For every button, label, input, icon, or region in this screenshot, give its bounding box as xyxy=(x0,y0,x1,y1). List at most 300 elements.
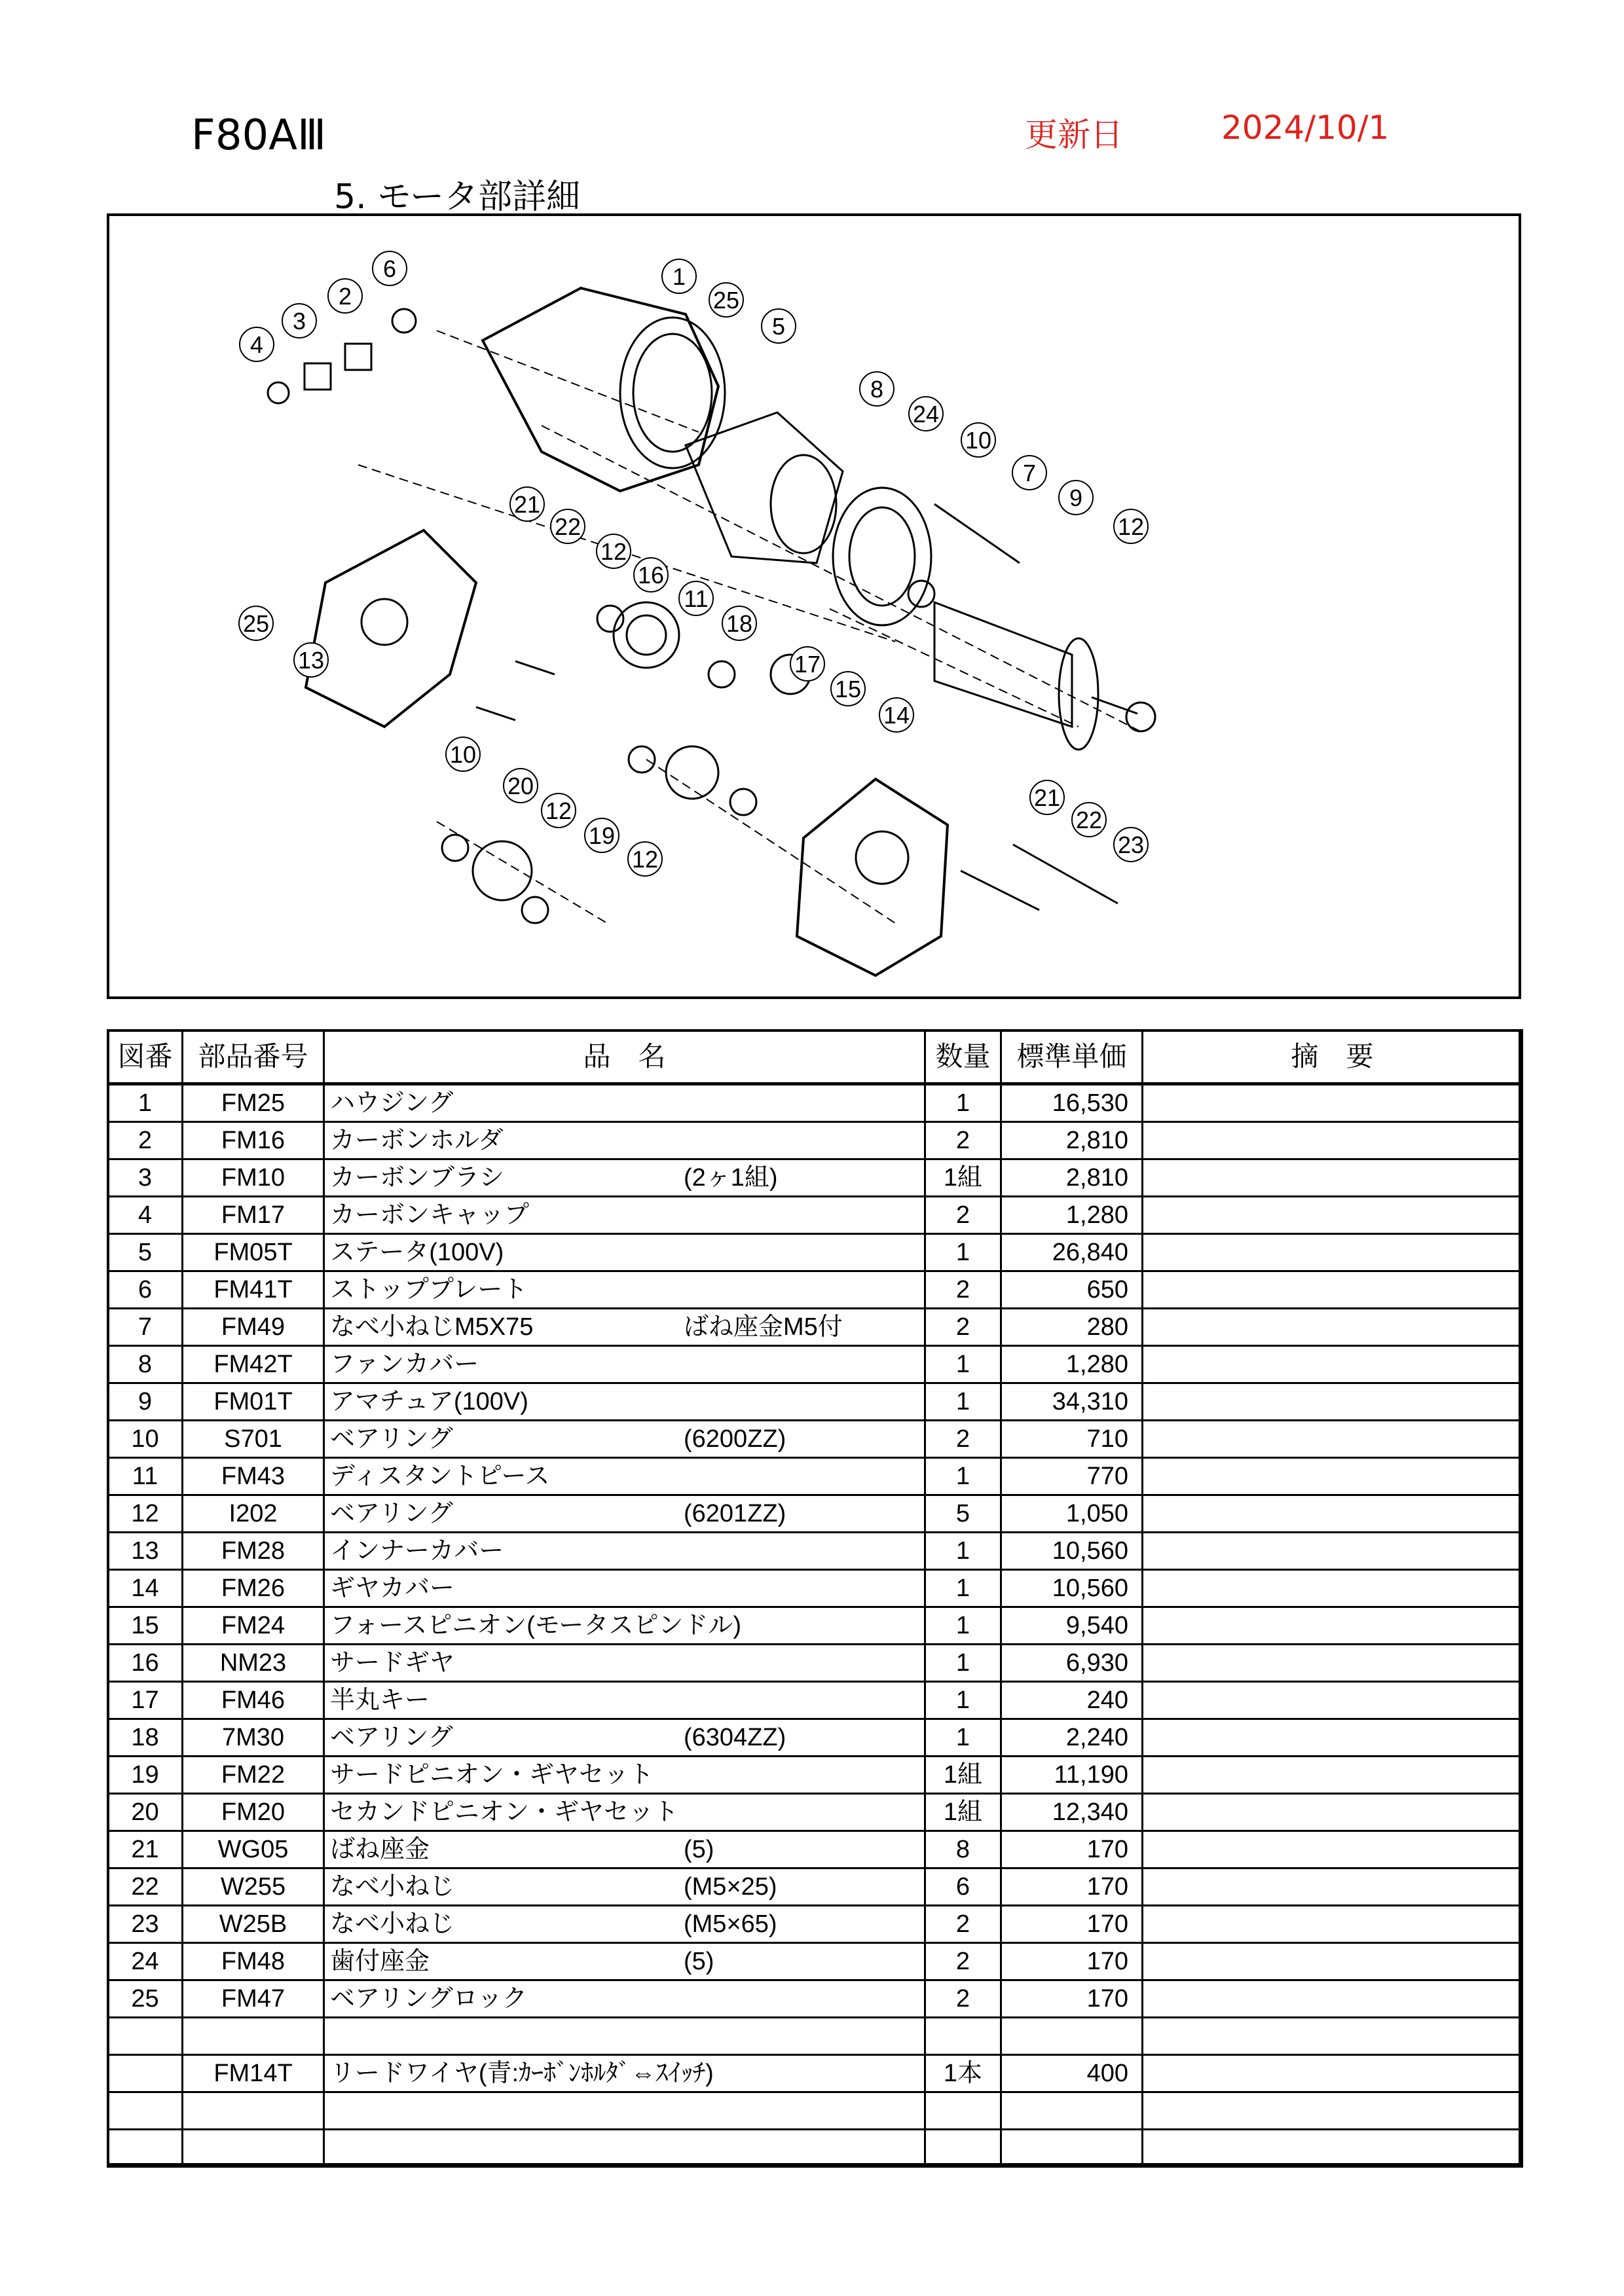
cell-name xyxy=(324,1421,925,1458)
svg-text:4: 4 xyxy=(249,331,264,358)
cell-name xyxy=(324,1383,925,1421)
cell-price: 170 xyxy=(1001,1868,1143,1906)
cell-note xyxy=(1143,1495,1522,1533)
cell-no: 7 xyxy=(108,1309,183,1346)
callout-8 xyxy=(860,372,894,406)
cell-note xyxy=(1143,1458,1522,1495)
svg-text:2: 2 xyxy=(338,283,352,310)
cell-part xyxy=(183,2018,324,2055)
table-row xyxy=(108,2018,1522,2055)
exploded-diagram xyxy=(107,213,1521,999)
cell-qty: 1組 xyxy=(925,1159,1001,1197)
table-row xyxy=(108,1383,1522,1421)
table-row xyxy=(108,1794,1522,1831)
cell-price: 2,810 xyxy=(1001,1122,1143,1159)
cell-note xyxy=(1143,1943,1522,1980)
cell-part: FM20 xyxy=(183,1794,324,1831)
callout-24 xyxy=(909,397,943,431)
part-name: ベアリングロック xyxy=(330,1985,527,2013)
cell-no: 13 xyxy=(108,1533,183,1570)
cell-no xyxy=(108,2018,183,2055)
svg-text:22: 22 xyxy=(554,513,581,540)
callout-11 xyxy=(679,581,713,615)
cell-note xyxy=(1143,1607,1522,1645)
cell-price: 34,310 xyxy=(1001,1383,1143,1421)
cell-qty xyxy=(925,2018,1001,2055)
svg-text:25: 25 xyxy=(712,287,740,314)
cell-qty: 1本 xyxy=(925,2055,1001,2092)
cell-note xyxy=(1143,1122,1522,1159)
cell-part: FM05T xyxy=(183,1234,324,1271)
cell-part: FM43 xyxy=(183,1458,324,1495)
cell-qty: 2 xyxy=(925,1943,1001,1980)
cell-qty: 2 xyxy=(925,1309,1001,1346)
cell-name xyxy=(324,1980,925,2018)
cell-part: NM23 xyxy=(183,1645,324,1682)
svg-text:16: 16 xyxy=(637,562,665,589)
callout-12b xyxy=(597,534,631,568)
cell-no: 14 xyxy=(108,1570,183,1607)
table-row xyxy=(108,1234,1522,1271)
svg-text:21: 21 xyxy=(513,491,541,518)
table-row xyxy=(108,1607,1522,1645)
svg-text:11: 11 xyxy=(684,585,709,612)
part-spec: (M5×65) xyxy=(684,1910,777,1938)
cell-note xyxy=(1143,1831,1522,1868)
cell-name xyxy=(324,1719,925,1757)
callout-16 xyxy=(634,558,668,592)
part-spec: (5) xyxy=(684,1948,714,1975)
cell-no: 24 xyxy=(108,1943,183,1980)
table-header-row xyxy=(108,1030,1522,1084)
parts-table xyxy=(107,1029,1523,2168)
cell-no: 20 xyxy=(108,1794,183,1831)
part-spec: (6200ZZ) xyxy=(684,1425,786,1453)
cell-qty: 1 xyxy=(925,1682,1001,1719)
cell-note xyxy=(1143,1757,1522,1794)
cell-qty: 2 xyxy=(925,1271,1001,1309)
cell-note xyxy=(1143,2130,1522,2167)
cell-part: FM49 xyxy=(183,1309,324,1346)
part-name: ベアリング xyxy=(330,1500,453,1527)
cell-no: 21 xyxy=(108,1831,183,1868)
table-row xyxy=(108,1197,1522,1234)
cell-qty: 2 xyxy=(925,1197,1001,1234)
cell-no: 2 xyxy=(108,1122,183,1159)
callout-22b xyxy=(1072,803,1106,837)
cell-qty: 2 xyxy=(925,1906,1001,1943)
callout-12c xyxy=(542,793,576,828)
cell-price: 170 xyxy=(1001,1906,1143,1943)
cell-part: S701 xyxy=(183,1421,324,1458)
cell-qty: 1 xyxy=(925,1234,1001,1271)
part-name: ベアリング xyxy=(330,1724,453,1751)
callout-21a xyxy=(510,487,544,521)
svg-text:17: 17 xyxy=(794,651,821,678)
cell-note xyxy=(1143,1421,1522,1458)
section-title: 5. モータ部詳細 xyxy=(334,177,581,217)
cell-name xyxy=(324,1831,925,1868)
callout-20 xyxy=(504,769,538,803)
cell-no: 5 xyxy=(108,1234,183,1271)
cell-no xyxy=(108,2092,183,2130)
cell-part: 7M30 xyxy=(183,1719,324,1757)
cell-qty: 8 xyxy=(925,1831,1001,1868)
cell-price: 650 xyxy=(1001,1271,1143,1309)
cell-note xyxy=(1143,1682,1522,1719)
header-part: 部品番号 xyxy=(183,1030,324,1084)
cell-qty: 1 xyxy=(925,1719,1001,1757)
cell-qty xyxy=(925,2092,1001,2130)
callout-15 xyxy=(831,672,865,706)
cell-price: 2,240 xyxy=(1001,1719,1143,1757)
cell-name xyxy=(324,1906,925,1943)
table-row xyxy=(108,1868,1522,1906)
table-row xyxy=(108,1906,1522,1943)
cell-name xyxy=(324,1084,925,1122)
cell-no: 12 xyxy=(108,1495,183,1533)
cell-no: 6 xyxy=(108,1271,183,1309)
cell-note xyxy=(1143,2092,1522,2130)
cell-note xyxy=(1143,1309,1522,1346)
cell-price: 280 xyxy=(1001,1309,1143,1346)
cell-price: 170 xyxy=(1001,1943,1143,1980)
cell-note xyxy=(1143,2055,1522,2092)
cell-part: FM25 xyxy=(183,1084,324,1122)
table-row xyxy=(108,1346,1522,1383)
cell-price: 1,280 xyxy=(1001,1346,1143,1383)
svg-text:15: 15 xyxy=(834,676,862,702)
part-name: ハウジング xyxy=(330,1089,454,1117)
cell-qty: 2 xyxy=(925,1122,1001,1159)
cell-part: FM16 xyxy=(183,1122,324,1159)
table-row xyxy=(108,1159,1522,1197)
cell-note xyxy=(1143,1719,1522,1757)
cell-part: FM24 xyxy=(183,1607,324,1645)
callout-13 xyxy=(294,643,328,677)
cell-name xyxy=(324,1570,925,1607)
model-title: F80AⅢ xyxy=(191,111,327,160)
cell-no: 3 xyxy=(108,1159,183,1197)
table-row xyxy=(108,1719,1522,1757)
cell-no: 8 xyxy=(108,1346,183,1383)
callout-10b xyxy=(446,737,480,771)
cell-no: 19 xyxy=(108,1757,183,1794)
part-name: インナーカバー xyxy=(330,1537,504,1565)
svg-text:13: 13 xyxy=(297,647,325,674)
part-name: アマチュア(100V) xyxy=(330,1388,528,1415)
cell-note xyxy=(1143,2018,1522,2055)
cell-note xyxy=(1143,1084,1522,1122)
header-name: 品 名 xyxy=(324,1030,925,1084)
header-no: 図番 xyxy=(108,1030,183,1084)
table-row xyxy=(108,1084,1522,1122)
svg-text:22: 22 xyxy=(1075,807,1103,833)
cell-note xyxy=(1143,1868,1522,1906)
cell-price: 9,540 xyxy=(1001,1607,1143,1645)
cell-price: 1,050 xyxy=(1001,1495,1143,1533)
cell-name xyxy=(324,1645,925,1682)
cell-name xyxy=(324,1607,925,1645)
cell-price: 10,560 xyxy=(1001,1570,1143,1607)
cell-name xyxy=(324,1533,925,1570)
cell-price: 170 xyxy=(1001,1831,1143,1868)
table-row xyxy=(108,2092,1522,2130)
part-name: ファンカバー xyxy=(330,1351,479,1378)
callout-4 xyxy=(240,327,274,361)
cell-part: WG05 xyxy=(183,1831,324,1868)
table-row xyxy=(108,1271,1522,1309)
table-row xyxy=(108,2130,1522,2167)
part-name: なべ小ねじ xyxy=(330,1910,455,1938)
cell-part: FM01T xyxy=(183,1383,324,1421)
cell-no: 9 xyxy=(108,1383,183,1421)
table-row xyxy=(108,1495,1522,1533)
part-name: ギヤカバー xyxy=(330,1575,455,1602)
svg-text:19: 19 xyxy=(588,822,616,849)
part-spec: (5) xyxy=(684,1836,714,1863)
part-name: セカンドピニオン・ギヤセット xyxy=(330,1798,679,1826)
table-row xyxy=(108,1122,1522,1159)
cell-qty: 1 xyxy=(925,1383,1001,1421)
part-name: フォースピニオン(モータスピンドル) xyxy=(330,1612,741,1639)
svg-text:18: 18 xyxy=(726,610,753,637)
cell-qty xyxy=(925,2130,1001,2167)
cell-qty: 1 xyxy=(925,1645,1001,1682)
cell-part: I202 xyxy=(183,1495,324,1533)
cell-part xyxy=(183,2130,324,2167)
svg-text:9: 9 xyxy=(1069,484,1083,511)
table-row xyxy=(108,2055,1522,2092)
cell-qty: 1 xyxy=(925,1570,1001,1607)
callout-21b xyxy=(1030,780,1064,814)
part-spec: ばね座金M5付 xyxy=(684,1313,843,1341)
cell-qty: 6 xyxy=(925,1868,1001,1906)
callout-1 xyxy=(662,259,696,293)
table-row xyxy=(108,1458,1522,1495)
cell-part: FM26 xyxy=(183,1570,324,1607)
cell-part: FM41T xyxy=(183,1271,324,1309)
cell-price xyxy=(1001,2018,1143,2055)
part-name: カーボンキャップ xyxy=(330,1201,530,1229)
cell-name xyxy=(324,1234,925,1271)
cell-note xyxy=(1143,1980,1522,2018)
cell-qty: 1 xyxy=(925,1607,1001,1645)
callout-12d xyxy=(628,842,662,876)
part-name: 歯付座金 xyxy=(330,1948,430,1975)
part-spec: (6304ZZ) xyxy=(684,1724,786,1751)
cell-part: FM28 xyxy=(183,1533,324,1570)
cell-name xyxy=(324,2092,925,2130)
cell-qty: 1 xyxy=(925,1458,1001,1495)
cell-name xyxy=(324,1309,925,1346)
svg-text:7: 7 xyxy=(1022,460,1037,486)
cell-price: 400 xyxy=(1001,2055,1143,2092)
cell-note xyxy=(1143,1234,1522,1271)
header-qty: 数量 xyxy=(925,1030,1001,1084)
cell-name xyxy=(324,1868,925,1906)
cell-no xyxy=(108,2130,183,2167)
cell-no: 18 xyxy=(108,1719,183,1757)
cell-part: FM48 xyxy=(183,1943,324,1980)
callout-19 xyxy=(585,818,619,852)
cell-part: FM10 xyxy=(183,1159,324,1197)
callout-9 xyxy=(1059,481,1093,515)
cell-qty: 2 xyxy=(925,1980,1001,2018)
svg-text:14: 14 xyxy=(883,702,910,729)
part-name: ベアリング xyxy=(330,1425,453,1453)
cell-no: 15 xyxy=(108,1607,183,1645)
cell-name xyxy=(324,1682,925,1719)
svg-text:10: 10 xyxy=(449,741,477,768)
svg-text:12: 12 xyxy=(631,846,659,873)
callout-6 xyxy=(373,251,407,285)
cell-name xyxy=(324,1122,925,1159)
part-name: ばね座金 xyxy=(330,1836,430,1863)
cell-price xyxy=(1001,2092,1143,2130)
updated-label: 更新日 xyxy=(1025,116,1123,154)
cell-price: 6,930 xyxy=(1001,1645,1143,1682)
cell-qty: 1組 xyxy=(925,1757,1001,1794)
cell-price: 2,810 xyxy=(1001,1159,1143,1197)
cell-part: FM14T xyxy=(183,2055,324,2092)
cell-name xyxy=(324,2018,925,2055)
cell-qty: 2 xyxy=(925,1421,1001,1458)
cell-note xyxy=(1143,1570,1522,1607)
part-name: サードピニオン・ギヤセット xyxy=(330,1761,654,1789)
cell-name xyxy=(324,1495,925,1533)
callout-12a xyxy=(1114,509,1148,543)
cell-name xyxy=(324,1159,925,1197)
svg-text:21: 21 xyxy=(1033,784,1061,811)
table-row xyxy=(108,1533,1522,1570)
callout-25b xyxy=(239,606,273,640)
table-row xyxy=(108,1309,1522,1346)
cell-name xyxy=(324,1346,925,1383)
cell-price: 170 xyxy=(1001,1980,1143,2018)
callout-18 xyxy=(722,606,756,640)
cell-qty: 1 xyxy=(925,1533,1001,1570)
callout-3 xyxy=(282,304,316,338)
part-name: カーボンホルダ xyxy=(330,1127,504,1154)
cell-no xyxy=(108,2055,183,2092)
cell-no: 23 xyxy=(108,1906,183,1943)
cell-price: 26,840 xyxy=(1001,1234,1143,1271)
callout-17 xyxy=(790,647,824,681)
table-row xyxy=(108,1980,1522,2018)
cell-note xyxy=(1143,1159,1522,1197)
svg-text:20: 20 xyxy=(507,773,534,799)
cell-no: 25 xyxy=(108,1980,183,2018)
cell-part: FM46 xyxy=(183,1682,324,1719)
cell-name xyxy=(324,1197,925,1234)
cell-name xyxy=(324,1458,925,1495)
cell-name xyxy=(324,1943,925,1980)
part-spec: (M5×25) xyxy=(684,1873,777,1901)
cell-note xyxy=(1143,1271,1522,1309)
cell-no: 17 xyxy=(108,1682,183,1719)
cell-note xyxy=(1143,1346,1522,1383)
cell-part: W255 xyxy=(183,1868,324,1906)
cell-note xyxy=(1143,1383,1522,1421)
svg-text:6: 6 xyxy=(382,255,397,282)
part-name: ストッププレート xyxy=(330,1276,528,1303)
cell-note xyxy=(1143,1533,1522,1570)
svg-text:25: 25 xyxy=(242,610,270,637)
cell-part: FM22 xyxy=(183,1757,324,1794)
callout-7 xyxy=(1012,456,1046,490)
cell-no: 16 xyxy=(108,1645,183,1682)
cell-part xyxy=(183,2092,324,2130)
cell-price: 770 xyxy=(1001,1458,1143,1495)
part-name: なべ小ねじM5X75 xyxy=(330,1313,534,1341)
svg-text:5: 5 xyxy=(771,313,786,340)
cell-part: FM17 xyxy=(183,1197,324,1234)
part-name: サードギヤ xyxy=(330,1649,455,1677)
header-price: 標準単価 xyxy=(1001,1030,1143,1084)
cell-part: W25B xyxy=(183,1906,324,1943)
table-row xyxy=(108,1757,1522,1794)
cell-qty: 1 xyxy=(925,1084,1001,1122)
cell-no: 1 xyxy=(108,1084,183,1122)
svg-text:8: 8 xyxy=(870,376,884,403)
part-name: ディスタントピース xyxy=(330,1463,550,1490)
svg-text:1: 1 xyxy=(672,263,686,290)
svg-text:24: 24 xyxy=(912,401,940,428)
cell-note xyxy=(1143,1197,1522,1234)
cell-price: 1,280 xyxy=(1001,1197,1143,1234)
callout-23 xyxy=(1114,828,1148,862)
svg-text:10: 10 xyxy=(965,427,992,454)
cell-note xyxy=(1143,1906,1522,1943)
table-row xyxy=(108,1682,1522,1719)
cell-no: 22 xyxy=(108,1868,183,1906)
cell-price: 710 xyxy=(1001,1421,1143,1458)
svg-text:3: 3 xyxy=(292,308,306,335)
cell-name xyxy=(324,2130,925,2167)
cell-price: 12,340 xyxy=(1001,1794,1143,1831)
cell-part: FM47 xyxy=(183,1980,324,2018)
table-row xyxy=(108,1645,1522,1682)
cell-note xyxy=(1143,1645,1522,1682)
svg-text:12: 12 xyxy=(545,797,572,824)
cell-note xyxy=(1143,1794,1522,1831)
table-row xyxy=(108,1421,1522,1458)
cell-qty: 5 xyxy=(925,1495,1001,1533)
cell-qty: 1組 xyxy=(925,1794,1001,1831)
cell-name xyxy=(324,1794,925,1831)
svg-text:23: 23 xyxy=(1117,831,1145,858)
header-note: 摘 要 xyxy=(1143,1030,1522,1084)
table-row xyxy=(108,1943,1522,1980)
part-name: ステータ(100V) xyxy=(330,1239,504,1266)
cell-price: 10,560 xyxy=(1001,1533,1143,1570)
table-row xyxy=(108,1831,1522,1868)
part-spec: (2ヶ1組) xyxy=(684,1164,778,1192)
part-name: リードワイヤ(青:ｶｰﾎﾞﾝﾎﾙﾀﾞ⇔ｽｲｯﾁ) xyxy=(330,2060,714,2087)
cell-price: 11,190 xyxy=(1001,1757,1143,1794)
svg-text:12: 12 xyxy=(1117,513,1145,540)
part-name: 半丸キー xyxy=(330,1686,430,1714)
cell-no: 11 xyxy=(108,1458,183,1495)
cell-price: 240 xyxy=(1001,1682,1143,1719)
svg-text:12: 12 xyxy=(600,538,627,565)
cell-part: FM42T xyxy=(183,1346,324,1383)
callout-2 xyxy=(328,279,362,313)
motor-exploded-view xyxy=(109,216,1519,996)
cell-name xyxy=(324,2055,925,2092)
callout-14 xyxy=(879,698,913,732)
